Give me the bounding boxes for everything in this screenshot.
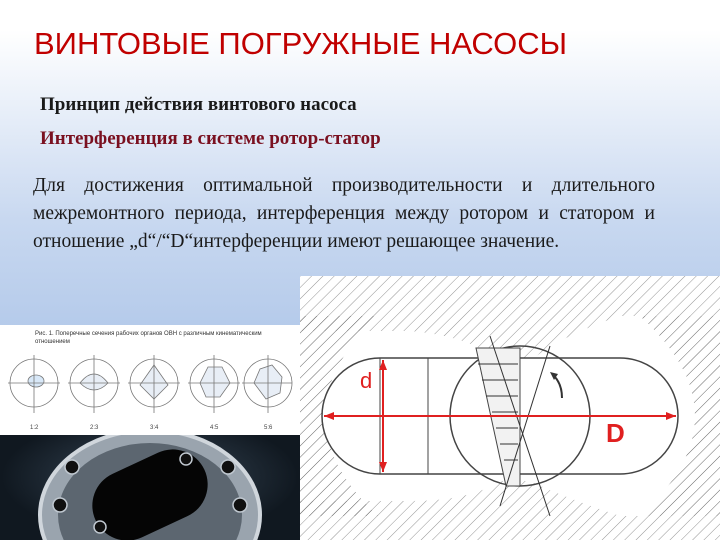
section-1 bbox=[8, 355, 60, 413]
section-2 bbox=[68, 355, 120, 413]
body-paragraph: Для достижения оптимальной производительности и длительного межремонтного периода, интерференция между ротором и статором и отношение „d“/“D“интерференции имеют решающее значение. bbox=[33, 175, 655, 252]
ratio-label-4: 4:5 bbox=[210, 425, 219, 431]
section-5 bbox=[242, 355, 292, 413]
slide-title: ВИНТОВЫЕ ПОГРУЖНЫЕ НАСОСЫ bbox=[34, 26, 568, 61]
stator-photo bbox=[0, 435, 300, 540]
ratio-label-1: 1:2 bbox=[30, 425, 39, 431]
cross-section-figure bbox=[0, 325, 300, 435]
ratio-label-3: 3:4 bbox=[150, 425, 159, 431]
interference-diagram bbox=[300, 276, 720, 540]
ratio-label-5: 5:6 bbox=[264, 425, 273, 431]
ratio-label-2: 2:3 bbox=[90, 425, 99, 431]
slide-subtitle: Принцип действия винтового насоса bbox=[40, 94, 357, 115]
section-3 bbox=[128, 355, 180, 413]
label-d: d bbox=[360, 368, 373, 393]
section-4 bbox=[188, 355, 240, 413]
slide-subtitle-2: Интерференция в системе ротор-статор bbox=[40, 128, 381, 149]
label-D: D bbox=[606, 418, 625, 448]
cross-section-drawings bbox=[0, 325, 300, 435]
figure-caption: Рис. 1. Поперечные сечения рабочих органов ОВН с различным кинематическим отношением bbox=[35, 331, 262, 345]
